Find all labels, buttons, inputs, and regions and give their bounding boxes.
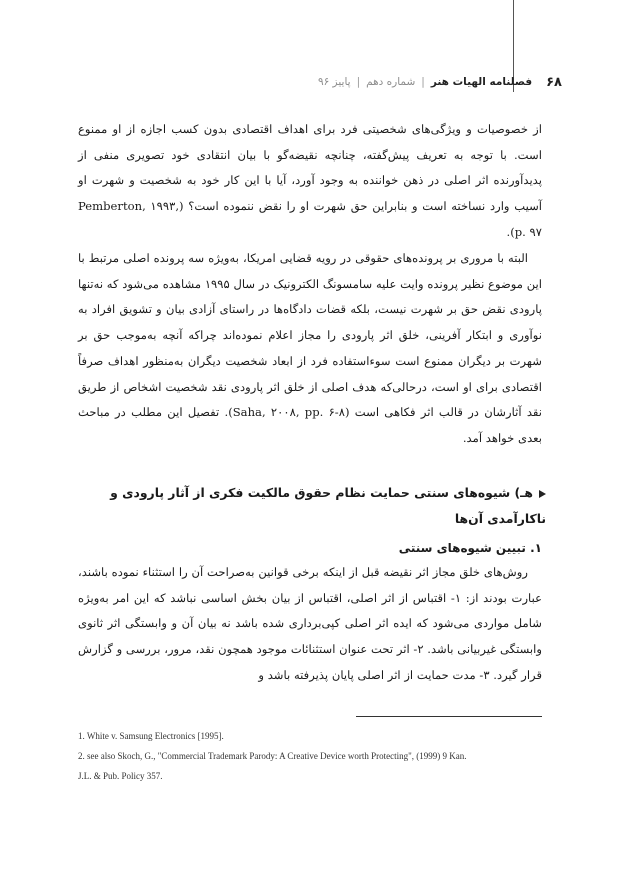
paragraph-3: [78, 560, 542, 689]
journal-title: فصلنامه الهیات هنر: [430, 76, 533, 88]
header-separator: |: [356, 76, 361, 88]
footnote-2: 2. see also Skoch, G., "Commercial Trademark Parody: A Creative Device worth Protecting", (1999) 9 Kan.: [78, 751, 467, 761]
footnotes: [78, 726, 542, 786]
season-label: پاییز ۹۶: [317, 76, 351, 88]
section-heading-text: هـ) شیوه‌های سنتی حمایت نظام حقوق مالکیت فکری از آثار پارودی و ناکارآمدی آن‌ها: [110, 485, 546, 526]
triangle-bullet-icon: [539, 490, 546, 498]
section-heading: [78, 480, 546, 532]
page-number: ۶۸: [546, 74, 562, 90]
subsection-heading: ۱. تبیین شیوه‌های سنتی: [398, 541, 542, 555]
issue-label: شماره دهم: [366, 76, 416, 88]
header-separator: |: [421, 76, 425, 88]
footnote-1: 1. White v. Samsung Electronics [1995].: [78, 731, 224, 741]
footnote-2-cont: J.L. & Pub. Policy 357.: [78, 771, 163, 781]
paragraph-2: [78, 246, 542, 452]
running-header: [80, 72, 562, 92]
paragraph-text: از خصوصیات و ویژگی‌های شخصیتی فرد برای اهداف اقتصادی بدون کسب اجازه از او ممنوع است. با توجه به تعریف پیش‌گفته، چنانچه نقیضه‌گو با بیان انتقادی خود تصویری منفی از پدیدآورنده اثر اصلی در ذهن خواننده به وجود آورد، آیا با این کار خود به شخصیت و شهرت او آسیب وارد نساخته است و بنابراین حق شهرت او را نقض ننموده است؟ (Pemberton, ۱۹۹۳, p. ۹۷).: [78, 122, 543, 239]
paragraph-text: البته با مروری بر پرونده‌های حقوقی در رویه قضایی امریکا، به‌ویژه سه پرونده اصلی مرتبط با این موضوع نظیر پرونده وایت علیه سامسونگ الکترونیک در سال ۱۹۹۵ مشاهده می‌شود که نه‌تنها پارودی نقض حق بر شهرت نیست، بلکه قضات دادگاه‌ها در راستای آزادی بیان و تشویق افراد به نوآوری و ابتکار آفرینی، خلق اثر پارودی را مجاز اعلام نموده‌اند چراکه آنچه به‌موجب حق بر شهرت بر دیگران ممنوع است سوءاستفاده فرد از ابعاد شخصیت دیگران به‌منظور اهداف صرفاً اقتصادی برای او است، درحالی‌که هدف اصلی از خلق اثر پارودی نقد شخصیت اشخاص از طریق نقد آثارشان در قالب اثر فکاهی است (Saha, ۲۰۰۸, pp. ۶-۸). تفصیل این مطلب در مباحث بعدی خواهد آمد.: [78, 251, 542, 445]
footnote-divider: [356, 716, 542, 717]
paragraph-1: [78, 117, 542, 246]
paragraph-text: روش‌های خلق مجاز اثر نقیضه قبل از اینکه برخی قوانین به‌صراحت آن را استثناء نموده باشند، عبارت بودند از: ۱- اقتباس از اثر اصلی، اقتباس از بیان بخش اساسی نباشد که این امر به‌ویژه شامل مواردی می‌شود که ایده اثر اصلی کپی‌برداری شده باشد نه بیان آن و وابستگی اثر ثانوی وابستگی غیربیانی باشد. ۲- اثر تحت عنوان استثنائات موجود همچون نقد، مرور، بررسی و گزارش قرار گیرد. ۳- مدت حمایت از اثر اصلی پایان پذیرفته باشد و: [78, 565, 542, 682]
